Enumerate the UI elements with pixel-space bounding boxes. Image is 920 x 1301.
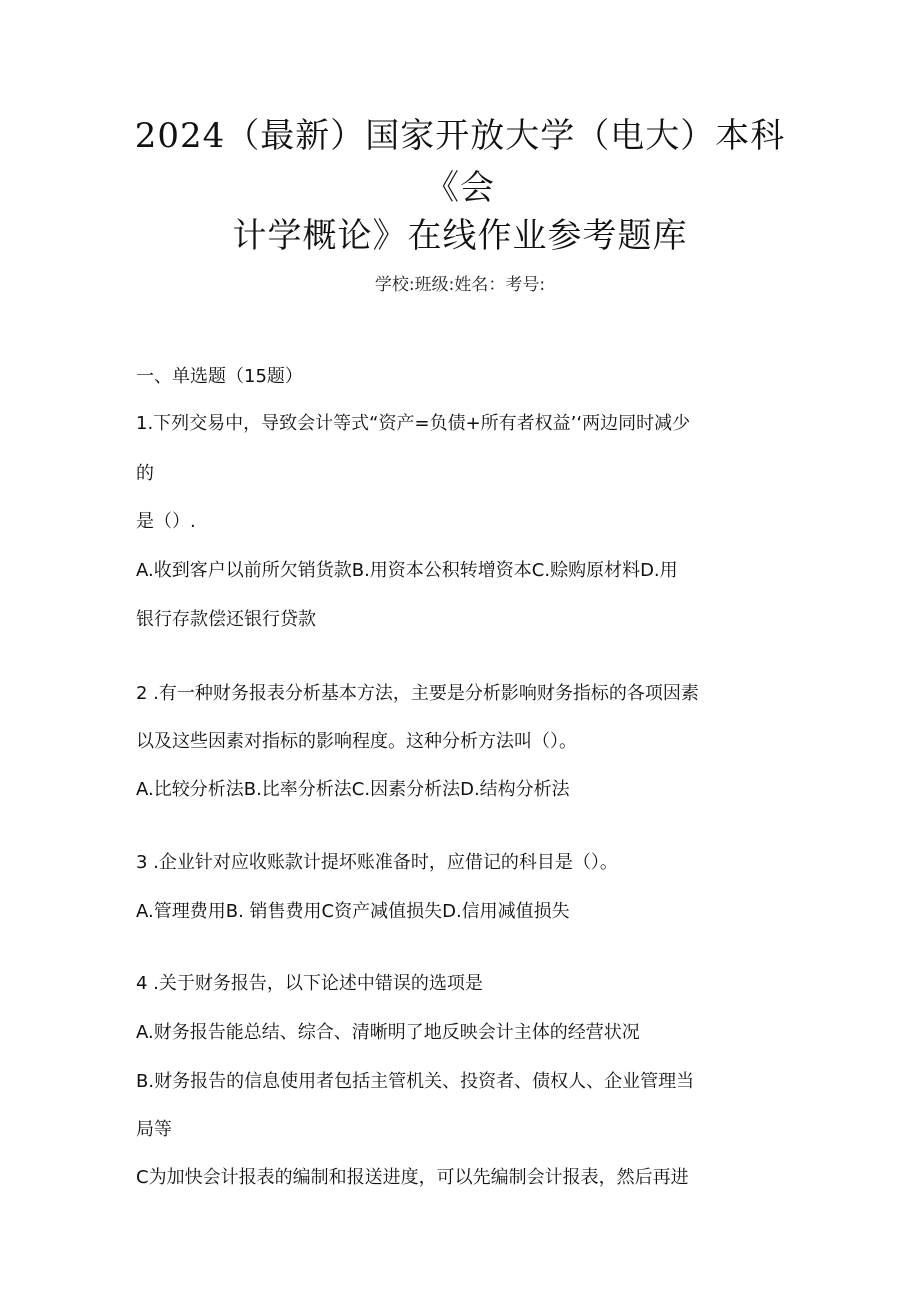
question-3-options-line-1: A.管理费用B. 销售费用C资产减值损失D.信用减值损失 <box>136 901 570 922</box>
question-4-options-line-2: B.财务报告的信息使用者包括主管机关、投资者、债权人、企业管理当 <box>136 1071 695 1092</box>
question-4-options-line-4: C为加快会计报表的编制和报送进度，可以先编制会计报表，然后再进 <box>136 1167 689 1188</box>
question-1-line-1: 1.下列交易中，导致会计等式“资产=负债+所有者权益’‘两边同时减少 <box>136 413 691 434</box>
question-4-options-line-1: A.财务报告能总结、综合、清晰明了地反映会计主体的经营状况 <box>136 1022 640 1043</box>
question-1-line-2: 的 <box>136 463 154 484</box>
question-1-options-line-2: 银行存款偿还银行贷款 <box>136 609 316 630</box>
question-3-line-1: 3 .企业针对应收账款计提坏账准备时，应借记的科目是（）。 <box>136 852 618 873</box>
document-title-line-3: 计学概论》在线作业参考题库 <box>232 216 688 256</box>
question-2-line-1: 2 .有一种财务报表分析基本方法，主要是分析影响财务指标的各项因素 <box>136 683 699 704</box>
question-1-options-line-1: A.收到客户以前所欠销货款B.用资本公积转增资本C.赊购原材料D.用 <box>136 560 678 581</box>
question-1-line-3: 是（）. <box>136 511 196 532</box>
section-heading: 一、单选题（15题） <box>136 366 303 387</box>
question-2-line-2: 以及这些因素对指标的影响程度。这种分析方法叫（）。 <box>136 731 577 752</box>
student-info-line: 学校:班级:姓名：考号: <box>374 275 546 295</box>
question-4-options-line-3: 局等 <box>136 1119 172 1140</box>
question-4-line-1: 4 .关于财务报告，以下论述中错误的选项是 <box>136 973 483 994</box>
document-title-line-2: 《会 <box>425 168 495 208</box>
question-2-options-line-1: A.比较分析法B.比率分析法C.因素分析法D.结构分析法 <box>136 779 570 800</box>
document-title-line-1: 2024（最新）国家开放大学（电大）本科 <box>134 116 786 156</box>
